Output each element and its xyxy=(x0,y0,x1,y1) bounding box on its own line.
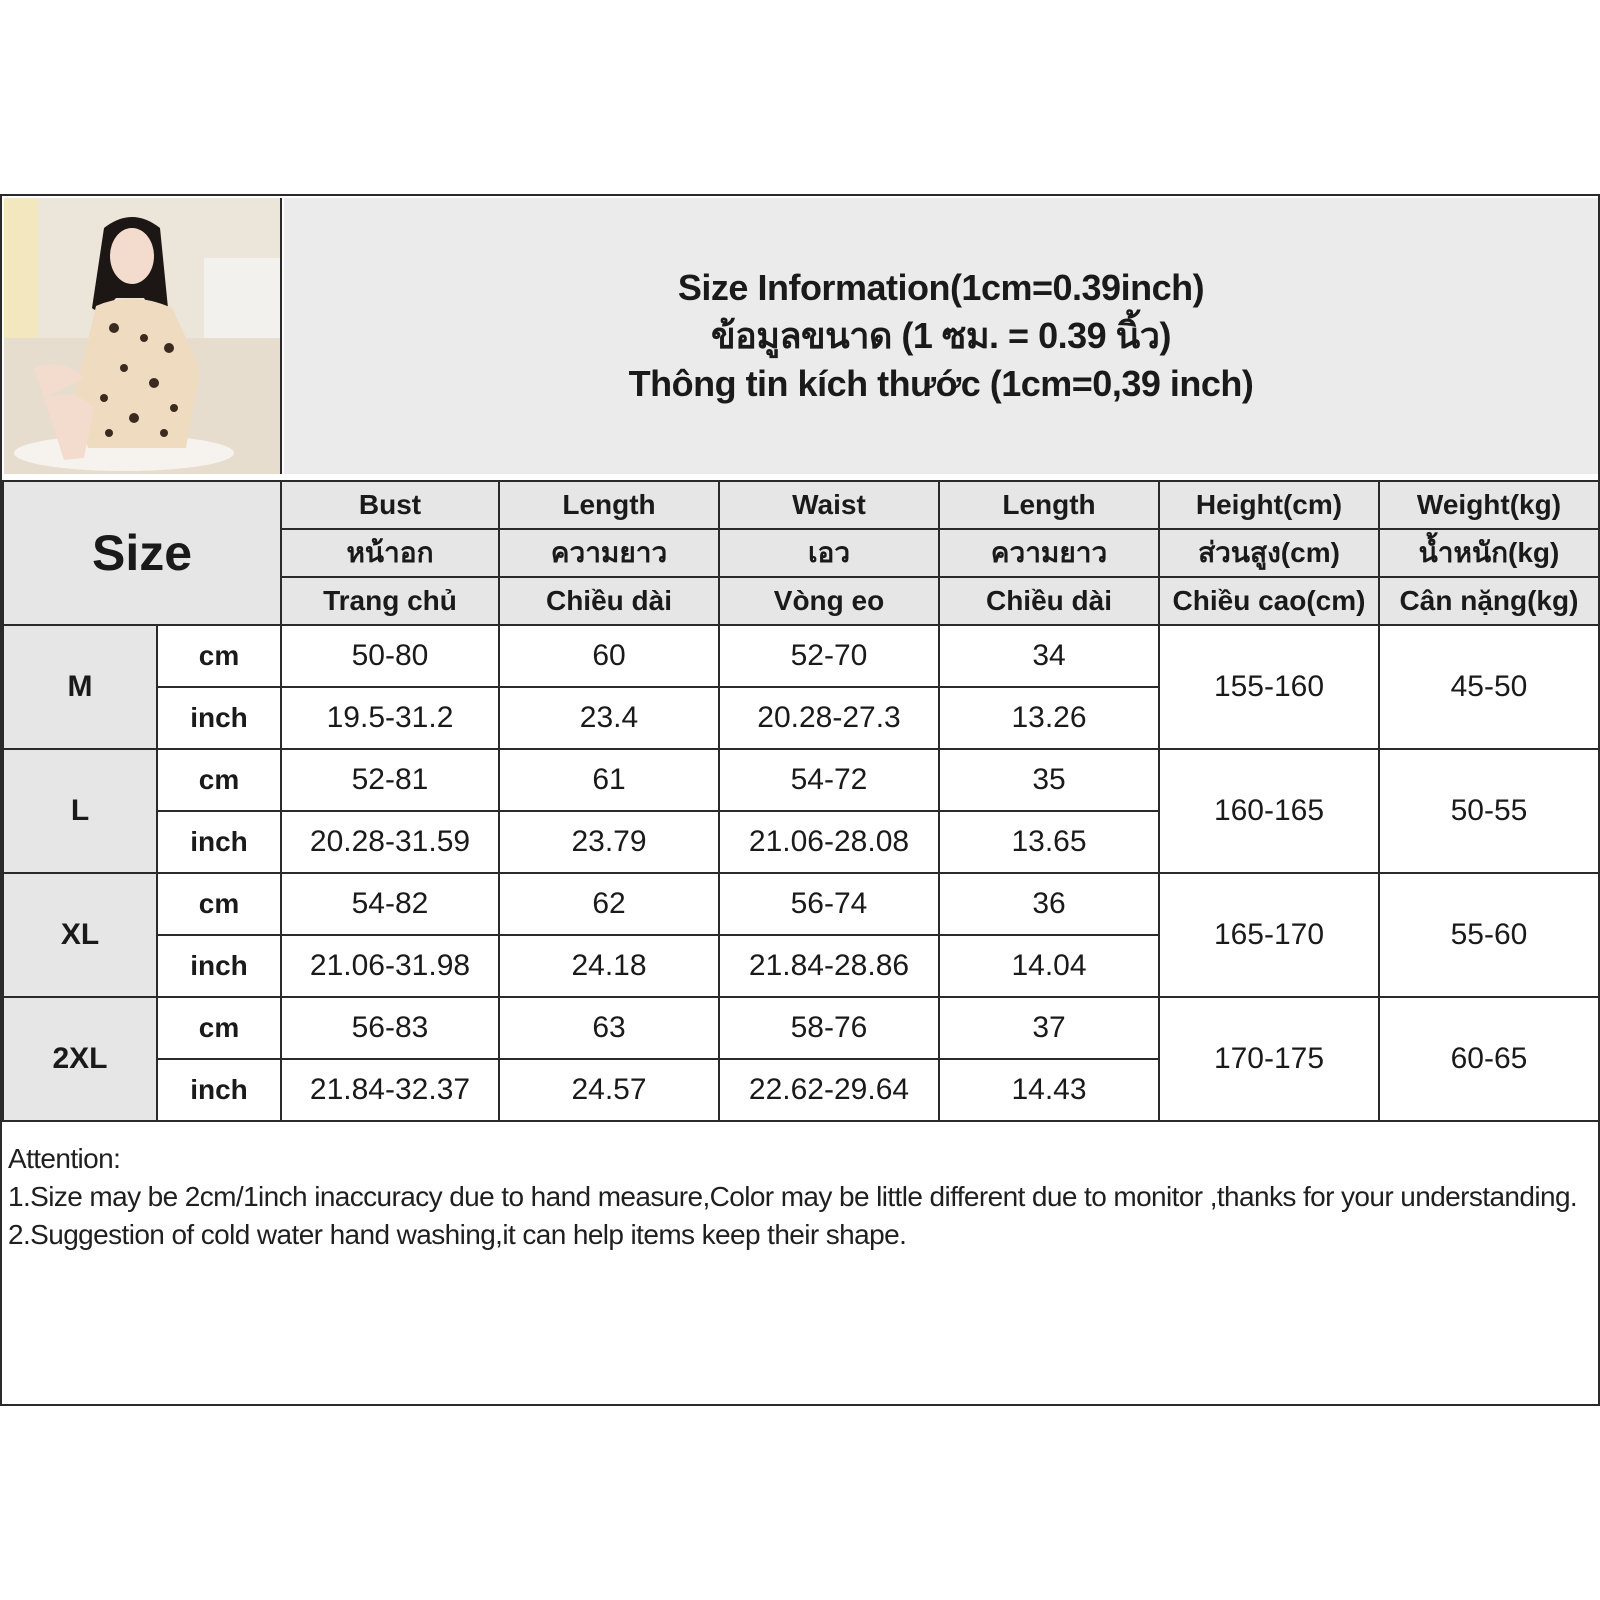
col-header-th: เอว xyxy=(719,529,939,577)
length-value: 23.4 xyxy=(499,687,719,749)
length-value: 23.79 xyxy=(499,811,719,873)
col-header-en: Height(cm) xyxy=(1159,481,1379,529)
col-header-vi: Cân nặng(kg) xyxy=(1379,577,1599,625)
col-header-en: Waist xyxy=(719,481,939,529)
col-header-en: Weight(kg) xyxy=(1379,481,1599,529)
bust-value: 50-80 xyxy=(281,625,499,687)
bust-value: 54-82 xyxy=(281,873,499,935)
size-label: M xyxy=(3,625,157,749)
length-value: 37 xyxy=(939,997,1159,1059)
weight-value: 60-65 xyxy=(1379,997,1599,1121)
length-value: 61 xyxy=(499,749,719,811)
col-header-vi: Vòng eo xyxy=(719,577,939,625)
length-value: 24.18 xyxy=(499,935,719,997)
height-value: 170-175 xyxy=(1159,997,1379,1121)
col-header-th: ความยาว xyxy=(939,529,1159,577)
size-table xyxy=(2,480,1600,1122)
col-header-vi: Chiều dài xyxy=(939,577,1159,625)
note-item: 2.Suggestion of cold water hand washing,it can help items keep their shape. xyxy=(8,1219,907,1250)
unit-label: cm xyxy=(157,749,281,811)
unit-label: inch xyxy=(157,935,281,997)
waist-value: 54-72 xyxy=(719,749,939,811)
col-header-th: หน้าอก xyxy=(281,529,499,577)
table-row xyxy=(3,997,1599,1059)
height-value: 160-165 xyxy=(1159,749,1379,873)
length-value: 63 xyxy=(499,997,719,1059)
weight-value: 55-60 xyxy=(1379,873,1599,997)
waist-value: 58-76 xyxy=(719,997,939,1059)
waist-value: 52-70 xyxy=(719,625,939,687)
notes-heading: Attention: xyxy=(8,1143,121,1174)
unit-label: cm xyxy=(157,997,281,1059)
length-value: 34 xyxy=(939,625,1159,687)
col-header-en: Length xyxy=(499,481,719,529)
title-english: Size Information(1cm=0.39inch) xyxy=(677,267,1205,308)
col-header-vi: Chiều cao(cm) xyxy=(1159,577,1379,625)
attention-notes xyxy=(8,1140,1588,1254)
unit-label: inch xyxy=(157,1059,281,1121)
bust-value: 56-83 xyxy=(281,997,499,1059)
size-label: XL xyxy=(3,873,157,997)
table-row xyxy=(3,625,1599,687)
header-row-english xyxy=(3,481,1599,529)
length-value: 36 xyxy=(939,873,1159,935)
col-header-th: ส่วนสูง(cm) xyxy=(1159,529,1379,577)
table-row xyxy=(3,873,1599,935)
length-value: 14.43 xyxy=(939,1059,1159,1121)
bust-value: 21.06-31.98 xyxy=(281,935,499,997)
title-thai: ข้อมูลขนาด (1 ซม. = 0.39 นิ้ว) xyxy=(711,315,1171,356)
length-value: 13.26 xyxy=(939,687,1159,749)
bust-value: 21.84-32.37 xyxy=(281,1059,499,1121)
height-value: 165-170 xyxy=(1159,873,1379,997)
col-header-th: ความยาว xyxy=(499,529,719,577)
title-vietnamese: Thông tin kích thước (1cm=0,39 inch) xyxy=(628,363,1254,404)
col-header-en: Bust xyxy=(281,481,499,529)
length-value: 60 xyxy=(499,625,719,687)
model-photo-icon xyxy=(4,198,280,474)
bust-value: 20.28-31.59 xyxy=(281,811,499,873)
size-label: L xyxy=(3,749,157,873)
length-value: 62 xyxy=(499,873,719,935)
height-value: 155-160 xyxy=(1159,625,1379,749)
waist-value: 56-74 xyxy=(719,873,939,935)
col-header-th: น้ำหนัก(kg) xyxy=(1379,529,1599,577)
length-value: 35 xyxy=(939,749,1159,811)
weight-value: 45-50 xyxy=(1379,625,1599,749)
bust-value: 52-81 xyxy=(281,749,499,811)
waist-value: 21.84-28.86 xyxy=(719,935,939,997)
col-header-vi: Trang chủ xyxy=(281,577,499,625)
unit-label: cm xyxy=(157,625,281,687)
bust-value: 19.5-31.2 xyxy=(281,687,499,749)
weight-value: 50-55 xyxy=(1379,749,1599,873)
col-header-en: Length xyxy=(939,481,1159,529)
unit-label: cm xyxy=(157,873,281,935)
length-value: 24.57 xyxy=(499,1059,719,1121)
length-value: 14.04 xyxy=(939,935,1159,997)
waist-value: 20.28-27.3 xyxy=(719,687,939,749)
size-label: 2XL xyxy=(3,997,157,1121)
table-row xyxy=(3,749,1599,811)
size-info-title xyxy=(284,198,1598,474)
product-photo xyxy=(4,198,282,474)
waist-value: 22.62-29.64 xyxy=(719,1059,939,1121)
col-header-vi: Chiều dài xyxy=(499,577,719,625)
waist-value: 21.06-28.08 xyxy=(719,811,939,873)
note-item: 1.Size may be 2cm/1inch inaccuracy due to hand measure,Color may be little different due to monitor ,thanks for your understanding. xyxy=(8,1181,1578,1212)
size-chart-sheet xyxy=(0,194,1600,1406)
size-column-header: Size xyxy=(3,481,281,625)
unit-label: inch xyxy=(157,687,281,749)
unit-label: inch xyxy=(157,811,281,873)
length-value: 13.65 xyxy=(939,811,1159,873)
